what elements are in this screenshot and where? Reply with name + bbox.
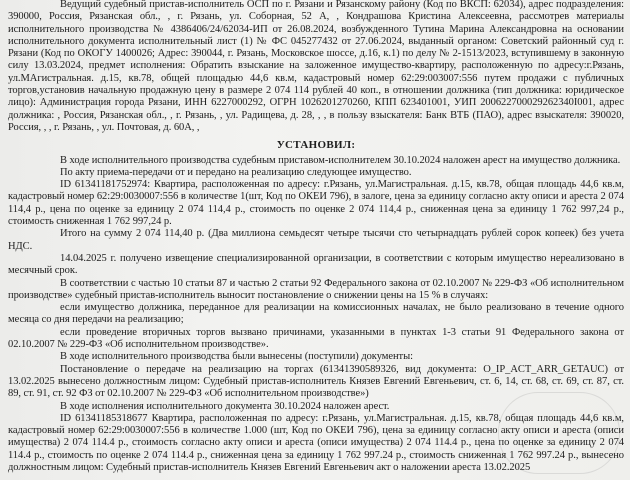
paragraph-property-2: ID 61341185318677 Квартира, расположенная по адресу: г.Рязань, ул.Магистральная. д.15, кв.78, общая площадь 44,6 кв.м, кадастровый номер 62:29:0030007:556 в количестве 1.000 (шт, Код по ОКЕИ 796), цена за единицу согласно акту описи и ареста (описи имущества) 2 074 114.4 р., стоимость согласно акту описи и ареста (описи имущества) 2 074 114.4 р., цена по оценке за единицу 2 074 114.4 р., стоимость по оценке 2 074 114.4 р., сниженная цена за единицу 1 762 997.24 р., стоимость сниженная 1 762 997.24 р., вынесено должностным лицом: Судебный пристав-исполнитель Князев Евгений Евгеньевич акт о наложении ареста 13.02.2025 <box>8 412 624 473</box>
paragraph-documents: В ходе исполнительного производства были вынесены (поступили) документы: <box>60 351 413 363</box>
paragraph-notice: 14.04.2025 г. получено извещение специализированной организации, в соответствии с которым имущество нереализовано в месячный срок. <box>8 252 624 277</box>
paragraph-total: Итого на сумму 2 074 114,40 р. (Два миллиона семьдесят четыре тысячи сто четырнадцать рублей сорок копеек) без учета НДС. <box>8 228 624 252</box>
paragraph-resolution: Постановление о передаче на реализацию на торгах (61341390589326, вид документа: O_IP_ACT_ARR_GETAUC) от 13.02.2025 вынесено должностным лицом: Судебный пристав-исполнитель Князев Евгений Евгеньевич, ст. 6, 14, ст. 68, ст. 69, ст. 87, ст. 89, ст. 91, ст. 92 ФЗ от 02.10.2007 № 229-ФЗ «Об исполнительном производстве») <box>8 363 624 400</box>
paragraph-property-1: ID 61341181752974: Квартира, расположенная по адресу: г.Рязань, ул.Магистральная. д.15, кв.78, общая площадь 44,6 кв.м, кадастровый номер 62:29:0030007:556 в количестве 1(шт, Код по ОКЕИ 796), в залоге, цена за единицу согласно акту описи и ареста 2 074 114,4 р., цена по оценке за единицу 2 074 114,4 р., стоимость по оценке 2 074 114,4 р., сниженная цена за единицу 1 762 997,24 р., стоимость сниженная 1 762 997,24 р. <box>8 179 624 228</box>
paragraph-case-2: если проведение вторичных торгов вызвано причинами, указанными в пунктах 1-3 статьи 91 Федерального закона от 02.10.2007 № 229-ФЗ «Об исполнительном производстве». <box>8 326 624 351</box>
section-heading: УСТАНОВИЛ: <box>276 139 356 152</box>
intro-paragraph: Ведущий судебный пристав-исполнитель ОСП по г. Рязани и Рязанскому району (Код по ВКСП: 62034), адрес подразделения: 390000, Россия, Рязанская обл., , г. Рязань, ул. Соборная, 52 А, , Кондрашова Кристина Алексеевна, рассмотрев материалы исполнительного производства № 4386406/24/62034-ИП от 26.08.2024, возбужденного Тутина Марина Александровна на основании исполнительного документа исполнительный лист (1) № ФС 045277432 от 27.06.2024, выданный органом: Советский районный суд г. Рязани (Код по ОКОГУ 1400026; Адрес: 390044, г. Рязань, Московское шоссе, д.16, к.1) по делу № 2-1513/2023, вступившему в законную силу 13.03.2024, предмет исполнения: Обратить взыскание на заложенное имущество-квартиру, расположенную по адресу:г.Рязань, ул.МАгистральная. д.15, кв.78, общей площадью 44,6 кв.м, кадастровый номер 62:29:003007:556 путем продажи с публичных торгов,установив начальную продажную цену в размере 2 074 114 рублей 40 коп., в отношении должника (тип должника: юридическое лицо): Администрация города Рязани, ИНН 6227000292, ОГРН 1026201270260, КПП 623401001, УИП 200622700029262340I001, адрес должника: , Россия, Рязанская обл., , г. Рязань, , ул. Радищева, д. 28, , , в пользу взыскателя: Банк ВТБ (ПАО), адрес взыскателя: 390020, Россия, , , г. Рязань, , ул. Почтовая, д. 60А, , <box>8 0 624 133</box>
paragraph-arrest: В ходе исполнительного производства судебным приставом-исполнителем 30.10.2024 наложен арест на имущество должника. <box>60 154 621 166</box>
document-text <box>8 0 624 474</box>
paragraph-case-1: если имущество должника, переданное для реализации на комиссионных началах, не было реализовано в течение одного месяца со дня передачи на реализацию; <box>8 302 624 326</box>
paragraph-arrest-2: В ходе исполнения исполнительного документа 30.10.2024 наложен арест. <box>60 400 390 412</box>
paragraph-transfer-act: По акту приема-передачи от и передано на реализацию следующее имущество. <box>60 166 412 178</box>
paragraph-law-reference: В соответствии с частью 10 статьи 87 и частью 2 статьи 92 Федерального закона от 02.10.2007 № 229-ФЗ «Об исполнительном производстве» судебный пристав-исполнитель выносит постановление о снижении цены на 15 % в случаях: <box>8 277 624 301</box>
